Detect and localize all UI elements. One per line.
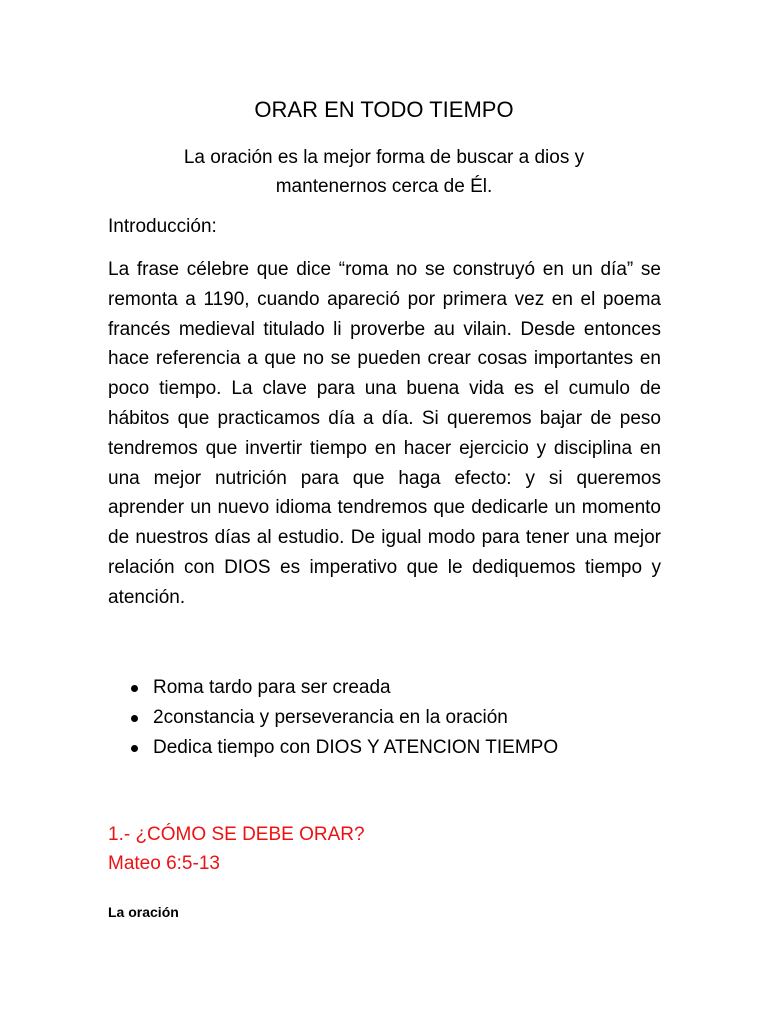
- section-heading: 1.- ¿CÓMO SE DEBE ORAR?: [108, 824, 365, 845]
- document-title: ORAR EN TODO TIEMPO: [254, 97, 514, 122]
- bullet-item: [108, 673, 668, 703]
- document-subtitle: [120, 143, 648, 201]
- intro-paragraph: La frase célebre que dice “roma no se construyó en un día” se remonta a 1190, cuando apareció por primera vez en el poema francés medieval titulado li proverbe au vilain. Desde entonces hace referencia a que no se pueden crear cosas importantes en poco tiempo. La clave para una buena vida es el cumulo de hábitos que practicamos día a día. Si queremos bajar de peso tendremos que invertir tiempo en hacer ejercicio y disciplina en una mejor nutrición para que haga efecto: y si queremos aprender un nuevo idioma tendremos que dedicarle un momento de nuestros días al estudio. De igual modo para tener una mejor relación con DIOS es imperativo que le dediquemos tiempo y atención.: [108, 259, 661, 608]
- bullet-dot-icon: [131, 715, 138, 722]
- intro-heading: Introducción:: [108, 216, 217, 237]
- bullet-item: [108, 703, 668, 733]
- bullet-dot-icon: [131, 745, 138, 752]
- bullet-text: Roma tardo para ser creada: [153, 677, 391, 698]
- subheading: La oración: [108, 904, 179, 920]
- bullet-text: Dedica tiempo con DIOS Y ATENCION TIEMPO: [153, 737, 559, 758]
- bullet-text: 2constancia y perseverancia en la oración: [153, 707, 508, 728]
- bullet-dot-icon: [131, 685, 138, 692]
- subtitle-line-1: La oración es la mejor forma de buscar a dios y: [183, 147, 585, 168]
- bullet-list: [108, 673, 668, 763]
- section-reference: Mateo 6:5-13: [108, 853, 220, 874]
- subtitle-line-2: mantenernos cerca de Él.: [275, 176, 493, 197]
- bullet-item: [108, 733, 668, 763]
